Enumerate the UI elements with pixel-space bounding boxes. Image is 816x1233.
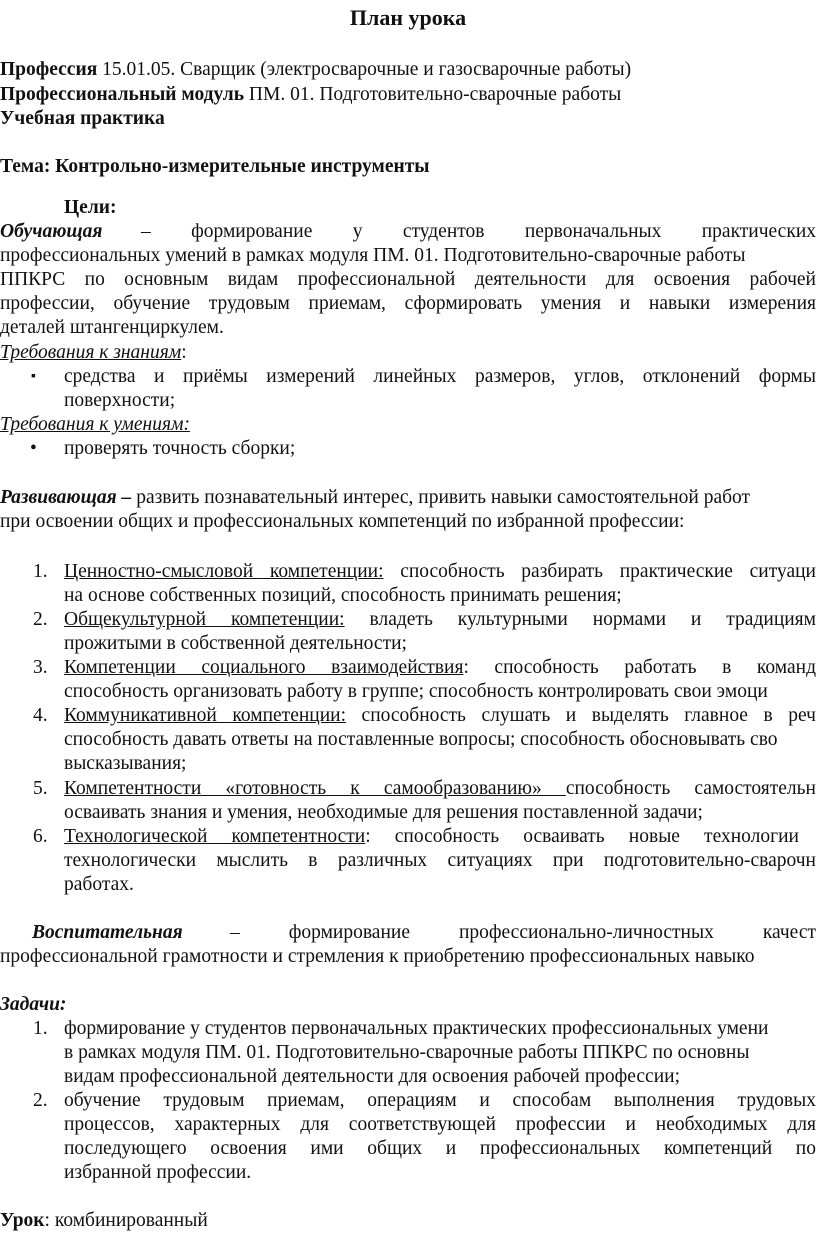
developing-line-1: развить познавательный интерес, привить навыки самостоятельной работ xyxy=(131,487,751,508)
teaching-line-5: деталей штангенциркулем. xyxy=(0,317,224,338)
competence-6-text: : способность осваивать новые технологии xyxy=(365,826,799,847)
task-2-line-3: последующего освоения ими общих и профессиональных компетенций по xyxy=(64,1138,816,1159)
developing-line-2: при освоении общих и профессиональных компетенций по избранной профессии: xyxy=(0,511,685,532)
teaching-label: Обучающая xyxy=(0,221,103,242)
competence-2-line-2: прожитыми в собственной деятельности; xyxy=(64,633,407,654)
competence-3-title: Компетенции социального взаимодействия xyxy=(64,657,464,678)
task-2-number: 2. xyxy=(33,1090,48,1111)
profession-value: 15.01.05. Сварщик (электросварочные и газосварочные работы) xyxy=(97,59,632,80)
task-1-line-3: видам профессиональной деятельности для освоения рабочей профессии; xyxy=(64,1066,681,1087)
skills-heading: Требования к умениям: xyxy=(0,414,190,435)
competence-1-line-2: на основе собственных позиций, способность принимать решения; xyxy=(64,585,622,606)
practice-type: Учебная практика xyxy=(0,108,165,129)
competence-6-line-3: работах. xyxy=(64,874,134,895)
skills-item: проверять точность сборки; xyxy=(64,438,296,459)
competence-3-number: 3. xyxy=(33,657,48,678)
competence-2-number: 2. xyxy=(33,609,48,630)
educational-line-1: – формирование профессионально-личностных качест xyxy=(230,922,816,943)
lesson-type-line xyxy=(0,1209,208,1233)
competence-4-text: способность слушать и выделять главное в реч xyxy=(346,705,816,726)
competence-6-line-2: технологически мыслить в различных ситуациях при подготовительно-сварочн xyxy=(64,850,816,871)
round-bullet-icon: • xyxy=(30,438,37,459)
teaching-line-3: ППКРС по основным видам профессиональной деятельности для освоения рабочей xyxy=(0,269,816,290)
goals-heading: Цели: xyxy=(64,197,117,218)
square-bullet-icon: ▪ xyxy=(31,369,36,384)
task-1-number: 1. xyxy=(33,1018,48,1039)
competence-4-line-2: способность давать ответы на поставленные вопросы; способность обосновывать сво xyxy=(64,729,778,750)
task-1-line-1: формирование у студентов первоначальных практических профессиональных умени xyxy=(64,1018,769,1039)
competence-1-text: способность разбирать практические ситуаци xyxy=(383,561,816,582)
competence-3-text: : способность работать в команд xyxy=(463,657,816,678)
profession-label: Профессия xyxy=(0,59,98,80)
competence-4-line-1 xyxy=(64,704,816,728)
module-line xyxy=(0,83,621,107)
competence-4-line-3: высказывания; xyxy=(64,753,187,774)
teaching-line-1: – формирование у студентов первоначальных практических xyxy=(141,221,816,242)
competence-1-number: 1. xyxy=(33,561,48,582)
lesson-type-label: Урок xyxy=(0,1210,45,1231)
knowledge-heading-text: Требования к знаниям xyxy=(0,342,182,363)
competence-4-number: 4. xyxy=(33,705,48,726)
module-value: ПМ. 01. Подготовительно-сварочные работы xyxy=(244,84,622,105)
educational-label: Воспитательная xyxy=(32,922,183,943)
task-2-line-1: обучение трудовым приемам, операциям и способам выполнения трудовых xyxy=(64,1090,816,1111)
competence-5-text: способность самостоятельн xyxy=(565,778,816,799)
competence-1-line-1 xyxy=(64,560,816,584)
developing-label: Развивающая – xyxy=(0,487,132,508)
competence-2-text: владеть культурными нормами и традициям xyxy=(344,609,816,630)
teaching-line-2: профессиональных умений в рамках модуля ПМ. 01. Подготовительно-сварочные работы xyxy=(0,245,746,266)
lesson-topic: Тема: Контрольно-измерительные инструменты xyxy=(0,156,430,177)
competence-5-line-1 xyxy=(64,777,816,801)
competence-6-number: 6. xyxy=(33,826,48,847)
lesson-type-value: : комбинированный xyxy=(44,1210,208,1231)
profession-line xyxy=(0,58,631,82)
competence-5-line-2: осваивать знания и умения, необходимые для решения поставленной задачи; xyxy=(64,802,703,823)
competence-6-title: Технологической компетентности xyxy=(64,826,366,847)
developing-goal-line-1 xyxy=(0,486,750,510)
competence-3-line-2: способность организовать работу в группе; способность контролировать свои эмоци xyxy=(64,681,768,702)
page-title: План урока xyxy=(349,5,467,30)
knowledge-item-line-2: поверхности; xyxy=(64,390,176,411)
task-2-line-4: избранной профессии. xyxy=(64,1162,252,1183)
teaching-line-4: профессии, обучение трудовым приемам, сформировать умения и навыки измерения xyxy=(0,293,816,314)
tasks-heading: Задачи: xyxy=(0,994,67,1015)
knowledge-heading xyxy=(0,341,187,365)
module-label: Профессиональный модуль xyxy=(0,84,245,105)
task-1-line-2: в рамках модуля ПМ. 01. Подготовительно-сварочные работы ППКРС по основны xyxy=(64,1042,750,1063)
competence-2-title: Общекультурной компетенции: xyxy=(64,609,345,630)
educational-line-2: профессиональной грамотности и стремления к приобретению профессиональных навыко xyxy=(0,946,755,967)
competence-3-line-1 xyxy=(64,656,816,680)
competence-4-title: Коммуникативной компетенции: xyxy=(64,705,347,726)
knowledge-heading-colon: : xyxy=(181,342,187,363)
competence-6-line-1 xyxy=(64,825,799,849)
competence-2-line-1 xyxy=(64,608,816,632)
competence-1-title: Ценностно-смысловой компетенции: xyxy=(64,561,384,582)
task-2-line-2: процессов, характерных для соответствующей профессии и необходимых для xyxy=(64,1114,816,1135)
competence-5-title: Компетентности «готовность к самообразованию» xyxy=(64,778,566,799)
competence-5-number: 5. xyxy=(33,778,48,799)
knowledge-item-line-1: средства и приёмы измерений линейных размеров, углов, отклонений формы xyxy=(64,366,816,387)
